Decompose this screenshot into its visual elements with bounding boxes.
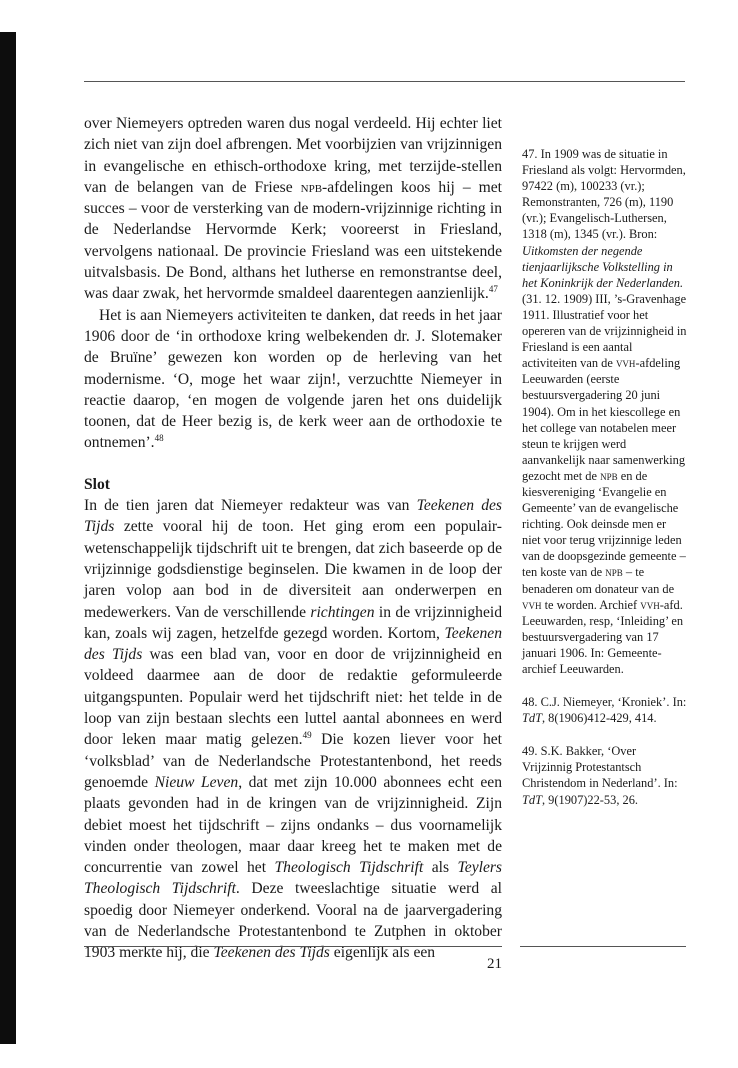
text-run: te worden. Archief [541,597,641,612]
italic-run: Teekenen des Tijds [84,624,502,664]
text-run: eigenlijk als een [329,944,436,962]
smallcaps-run: vvh [640,597,660,612]
paragraph-2 [84,305,502,454]
italic-run: richtingen [310,603,375,621]
text-run: . Deze tweeslachtige situatie werd al spoedig door Niemeyer onderkend. Vooral na de jaarvergadering van de Nederlandsche Protestantenbond te Zutphen in oktober 1903 merkte hij, die [84,880,502,962]
text-run: -afd. Leeuwarden, resp, ‘Inleiding’ en bestuursvergadering van 17 januari 1906. In: Gemeente-archief Leeuwarden. [522,597,684,676]
italic-run: Teylers Theologisch Tijdschrift [84,859,503,898]
main-text-column [84,113,502,964]
text-run: Het is aan Niemeyers activiteiten te danken, dat reeds in het jaar 1906 door de ‘in orthodoxe kring welbekenden dr. J. Slotemaker de Bruïne’ gewezen kon worden op de herleving van het modernisme. ‘O, moge het waar zijn!, verzuchtte Niemeyer in reactie daarop, ‘en mogen de volgende jaren het ons duidelijk toonen, dat de Heer bezig is, de kerk weer aan de orthodoxie te ontnemen’. [84,306,502,452]
text-run: , dat met zijn 10.000 abonnees echt een plaats gevonden had in de kringen van de vrijzinnigheid. Zijn debiet moest het tijdschrift – zijns ondanks – dus voornamelijk vinden onder theologen, maar daar kreeg het te maken met de concurrentie van zowel het [84,773,502,877]
footnote-47 [522,146,687,677]
italic-run: TdT [522,792,542,807]
text-run: – te benaderen om donateur van de [522,565,675,596]
paragraph-3 [84,495,502,964]
text-run: en de kiesvereniging ‘Evangelie en Gemeente’ van de evangelische richting. Ook deinsde men er niet voor terug vrijzinnige leden van de doopsgezinde gemeente – ten koste van de [522,468,686,580]
text-run: , 9(1907)22-53, 26. [541,792,638,807]
text-run: (31. 12. 1909) III, ’s-Gravenhage 1911. Illustratief voor het opereren van de vrijzinnigheid in Friesland is een aantal activiteiten van de [522,291,687,371]
footnote-49 [522,743,687,807]
top-rule [84,81,685,82]
italic-run: TdT [522,711,542,726]
smallcaps-run: npb [605,565,623,580]
footnote-48 [522,694,687,726]
text-run: was een blad van, voor en door de vrijzinnigheid en voldeed daarmee aan de door de redaktie geformuleerde uitgangspunten. Populair werd het tijdschrift niet: het telde in de loop van zijn bestaan slechts een luttel aantal abonnees en werd door leken maar matig gelezen. [84,646,503,749]
bottom-rule-main [84,946,502,947]
text-run: 47. In 1909 was de situatie in Friesland als volgt: Hervormden, 97422 (m), 100233 (vr.); Remonstranten, 726 (m), 1190 (vr.); Evangelisch-Luthersen, 1318 (m), 1345 (vr.). Bron: [522,147,686,242]
smallcaps-run: vvh [522,597,542,612]
text-run: als [423,859,458,877]
text-run: over Niemeyers optreden waren dus nogal verdeeld. Hij echter liet zich niet van zijn doel afbrengen. Met voorbijzien van vrijzinnigen in evangelische en ethisch-orthodoxe kring, met terzijde-stellen van de belangen van de Friese [84,115,502,196]
section-heading: Slot [84,475,110,493]
binding-edge [0,32,16,1044]
text-run: , 8(1906)412-429, 414. [541,711,657,726]
italic-run: Teekenen des Tijds [213,944,330,962]
bottom-rule-notes [520,946,686,947]
smallcaps-run: npb [300,178,323,196]
text-run: In de tien jaren dat Niemeyer redakteur was van [84,497,417,515]
page-number: 21 [487,956,502,972]
text-run: -afdeling Leeuwarden (eerste bestuursvergadering 20 juni 1904). Om in het kiescollege en het college van notabelen meer steun te krijgen werd aanvankelijk naar samenwerking gezocht met de [522,356,686,483]
italic-run: Uitkomsten der negende tienjaarlijksche Volkstelling in het Koninkrijk der Nederlanden. [522,243,684,290]
text-run: zette vooral hij de toon. Het ging erom een populair-wetenschappelijk tijdschrift uit te brengen, dat zich baseerde op de vrijzinnige godsdienstige beginselen. Die kwamen in de loop der jaren volop aan bod in de diversiteit aan onderwerpen en medewerkers. Van de verschillende [84,518,502,621]
footnotes-column [522,146,687,825]
text-run: in de vrijzinnigheid kan, zoals wij zagen, hetzelfde gezegd worden. Kortom, [84,603,502,642]
smallcaps-run: vvh [615,356,636,371]
footnote-ref: 49 [302,730,312,741]
text-run: Die kozen liever voor het ‘volksblad’ van de Nederlandsche Protestantenbond, het reeds genoemde [84,731,502,791]
paragraph-1 [84,113,502,305]
text-run: 49. S.K. Bakker, ‘Over Vrijzinnig Protestantsch Christendom in Nederland’. In: [522,744,678,791]
footnote-ref: 47 [488,284,498,295]
italic-run: Theologisch Tijdschrift [274,859,424,877]
text-run: -afdelingen koos hij – met succes – voor de versterking van de modern-vrijzinnige richting in de Nederlandse Hervormde Kerk; vooreerst in Friesland, vervolgens nationaal. De provincie Friesland was een uitstekende uitvalsbasis. De Bond, althans het lutherse en remonstrantse deel, was daar zwak, het hervormde smaldeel daarentegen aanzienlijk. [84,178,502,303]
smallcaps-run: npb [600,468,618,483]
italic-run: Teekenen des Tijds [84,497,502,536]
italic-run: Nieuw Leven [154,773,239,791]
text-run: 48. C.J. Niemeyer, ‘Kroniek’. In: [522,695,687,710]
footnote-ref: 48 [154,433,164,444]
